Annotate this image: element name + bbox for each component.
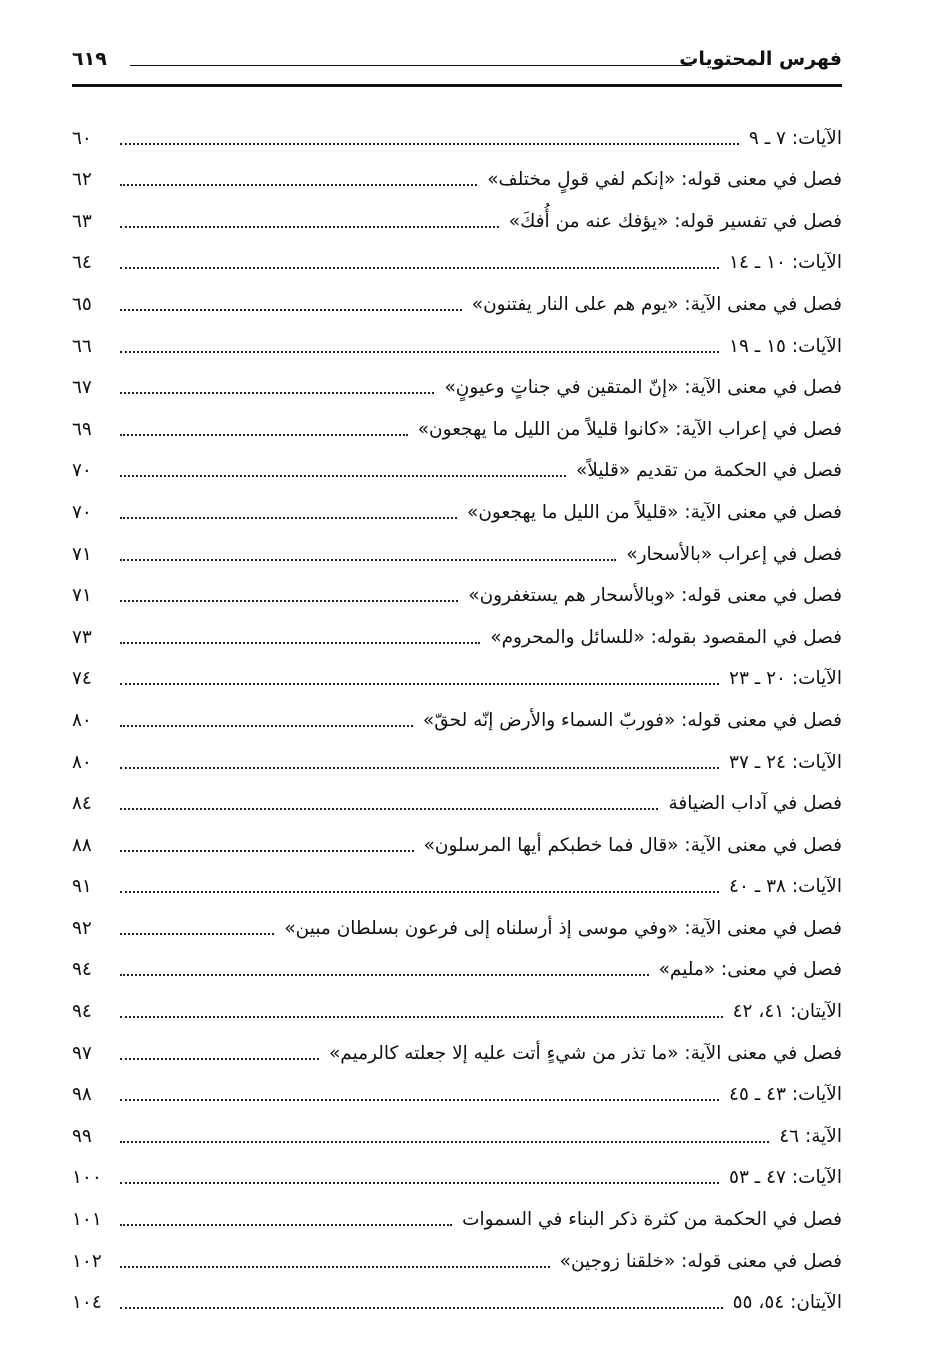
dot-leader (120, 850, 414, 852)
toc-entry-title: الآيات: ٤٣ ـ ٤٥ (729, 1084, 842, 1106)
toc-entry-title: فصل في معنى: «مليم» (658, 959, 842, 981)
dot-leader (120, 683, 719, 685)
dot-leader (120, 434, 408, 436)
dot-leader (120, 559, 616, 561)
toc-entry-page-number: ٦٦ (72, 335, 92, 357)
toc-entry (72, 403, 842, 445)
dot-leader (120, 600, 458, 602)
toc-entry (72, 1277, 842, 1319)
toc-entry-page-number: ١٠٠ (72, 1167, 102, 1189)
toc-entry-page-number: ٦٠ (72, 127, 92, 149)
toc-entry-page-number: ٦٣ (72, 210, 92, 232)
toc-entry-title: الآيات: ٧ ـ ٩ (748, 127, 842, 149)
toc-entry-title: فصل في معنى الآية: «قال فما خطبكم أيها المرسلون» (423, 834, 842, 856)
toc-entry-title: الآيات: ٢٠ ـ ٢٣ (729, 668, 842, 690)
toc-entry-page-number: ٨٠ (72, 751, 92, 773)
toc-entry (72, 653, 842, 695)
toc-entry-title: الآيات: ٣٨ ـ ٤٠ (729, 876, 842, 898)
toc-entry-title: فصل في تفسير قوله: «يؤفك عنه من أُفكَ» (508, 210, 842, 232)
toc-entry-page-number: ٩٧ (72, 1042, 92, 1064)
toc-entry (72, 528, 842, 570)
toc-entry (72, 1069, 842, 1111)
dot-leader (120, 475, 566, 477)
toc-entry-page-number: ١٠٤ (72, 1292, 102, 1314)
dot-leader (120, 267, 719, 269)
dot-leader (120, 974, 649, 976)
toc-entry-page-number: ٩٤ (72, 959, 92, 981)
toc-entry (72, 694, 842, 736)
toc-entry (72, 778, 842, 820)
dot-leader (120, 1141, 769, 1143)
toc-entry-page-number: ٩١ (72, 876, 92, 898)
toc-entry (72, 736, 842, 778)
header-rule (72, 84, 842, 87)
toc-entry-page-number: ٧٠ (72, 501, 92, 523)
toc-entry-page-number: ٧١ (72, 585, 92, 607)
toc-entry (72, 1152, 842, 1194)
toc-entry-title: فصل في معنى قوله: «إنكم لفي قولٍ مختلف» (487, 169, 842, 191)
toc-entry-title: الآيات: ١٥ ـ ١٩ (729, 335, 842, 357)
toc-entry-page-number: ٩٨ (72, 1084, 92, 1106)
dot-leader (120, 1182, 719, 1184)
toc-entry-title: فصل في آداب الضيافة (668, 793, 842, 815)
dot-leader (120, 725, 413, 727)
toc-entry (72, 985, 842, 1027)
toc-entry (72, 154, 842, 196)
toc-entry-page-number: ٩٤ (72, 1001, 92, 1023)
toc-entry-page-number: ٦٢ (72, 169, 92, 191)
toc-entry-title: فصل في معنى الآية: «ما تذر من شيءٍ أتت عليه إلا جعلته كالرميم» (328, 1042, 842, 1064)
toc-entry-page-number: ٧٣ (72, 626, 92, 648)
toc-entry-title: فصل في معنى قوله: «خلقنا زوجين» (559, 1250, 842, 1272)
toc-entry-title: الآية: ٤٦ (779, 1125, 842, 1147)
toc-entry-page-number: ٩٩ (72, 1125, 92, 1147)
dot-leader (120, 933, 274, 935)
dot-leader (120, 351, 719, 353)
table-of-contents (72, 112, 842, 1318)
toc-entry (72, 819, 842, 861)
toc-entry (72, 445, 842, 487)
dot-leader (120, 1099, 719, 1101)
toc-entry-title: الآيات: ٢٤ ـ ٣٧ (729, 751, 842, 773)
toc-entry-page-number: ٦٥ (72, 293, 92, 315)
toc-entry (72, 570, 842, 612)
toc-entry-page-number: ٨٤ (72, 793, 92, 815)
toc-entry (72, 362, 842, 404)
toc-entry-title: الآيات: ١٠ ـ ١٤ (729, 252, 842, 274)
toc-entry (72, 195, 842, 237)
toc-entry (72, 278, 842, 320)
toc-entry-title: الآيتان: ٥٤، ٥٥ (732, 1292, 842, 1314)
toc-entry (72, 237, 842, 279)
dot-leader (120, 226, 499, 228)
toc-entry (72, 1110, 842, 1152)
toc-entry-title: فصل في معنى الآية: «قليلاً من الليل ما يهجعون» (467, 501, 842, 523)
toc-entry-page-number: ١٠١ (72, 1209, 102, 1231)
dot-leader (120, 1266, 550, 1268)
toc-entry-title: الآيات: ٤٧ ـ ٥٣ (729, 1167, 842, 1189)
toc-entry (72, 1193, 842, 1235)
toc-entry (72, 861, 842, 903)
dot-leader (120, 392, 434, 394)
dot-leader (120, 642, 480, 644)
toc-entry (72, 611, 842, 653)
toc-entry (72, 112, 842, 154)
dot-leader (120, 143, 739, 145)
dot-leader (120, 891, 719, 893)
header-title: فهرس المحتويات (679, 48, 842, 70)
dot-leader (120, 309, 462, 311)
toc-entry-page-number: ٩٢ (72, 917, 92, 939)
toc-entry (72, 1027, 842, 1069)
toc-entry-page-number: ١٠٢ (72, 1250, 102, 1272)
toc-entry-title: فصل في معنى قوله: «وبالأسحار هم يستغفرون» (468, 585, 842, 607)
toc-entry-page-number: ٨٠ (72, 709, 92, 731)
dot-leader (120, 517, 457, 519)
header-divider-line (130, 65, 692, 66)
toc-entry-title: فصل في معنى الآية: «وفي موسى إذ أرسلناه إلى فرعون بسلطان مبين» (284, 917, 842, 939)
toc-entry (72, 944, 842, 986)
toc-entry (72, 1235, 842, 1277)
toc-entry-page-number: ٦٧ (72, 377, 92, 399)
toc-entry-page-number: ٧١ (72, 543, 92, 565)
toc-entry-title: فصل في الحكمة من كثرة ذكر البناء في السموات (462, 1209, 842, 1231)
running-header (72, 46, 842, 82)
toc-entry (72, 486, 842, 528)
toc-entry-page-number: ٦٤ (72, 252, 92, 274)
toc-entry-title: فصل في معنى قوله: «فوربّ السماء والأرض إنّه لحقّ» (422, 709, 842, 731)
dot-leader (120, 1058, 319, 1060)
dot-leader (120, 1224, 452, 1226)
toc-entry-page-number: ٦٩ (72, 418, 92, 440)
dot-leader (120, 1016, 723, 1018)
toc-entry (72, 902, 842, 944)
toc-entry-title: فصل في معنى الآية: «يوم هم على النار يفتنون» (471, 293, 842, 315)
toc-entry-title: فصل في إعراب الآية: «كانوا قليلاً من الليل ما يهجعون» (417, 418, 842, 440)
toc-entry-page-number: ٨٨ (72, 834, 92, 856)
toc-entry-title: فصل في معنى الآية: «إنّ المتقين في جناتٍ وعيونٍ» (444, 377, 842, 399)
toc-entry-page-number: ٧٤ (72, 668, 92, 690)
header-page-number: ٦١٩ (72, 48, 107, 70)
toc-entry-title: فصل في المقصود بقوله: «للسائل والمحروم» (490, 626, 842, 648)
dot-leader (120, 1307, 723, 1309)
dot-leader (120, 184, 477, 186)
toc-entry (72, 320, 842, 362)
toc-entry-title: فصل في إعراب «بالأسحار» (626, 543, 842, 565)
toc-entry-title: الآيتان: ٤١، ٤٢ (732, 1001, 842, 1023)
toc-entry-title: فصل في الحكمة من تقديم «قليلاً» (575, 460, 842, 482)
dot-leader (120, 808, 658, 810)
toc-entry-page-number: ٧٠ (72, 460, 92, 482)
dot-leader (120, 767, 719, 769)
